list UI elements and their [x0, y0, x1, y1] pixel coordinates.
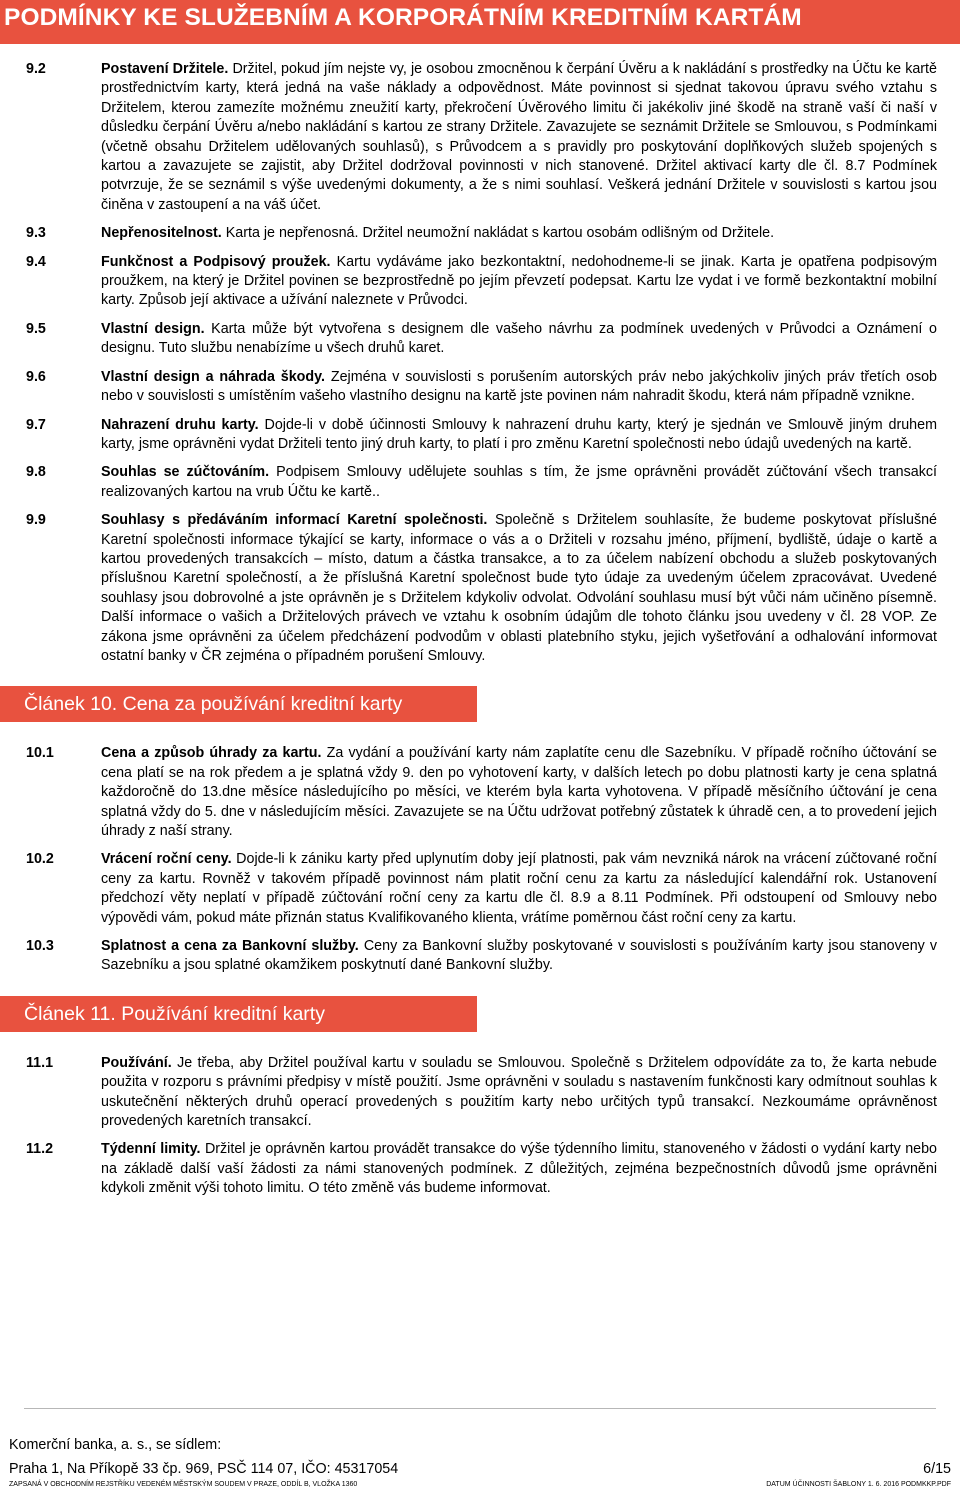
clause-number: 10.2	[26, 851, 54, 868]
clause-title: Nepřenositelnost.	[101, 225, 222, 242]
document-content	[0, 60, 960, 1208]
clause-text: Dojde-li v době účinnosti Smlouvy k nahrazení druhu karty, který je sjednán ve Smlouvě jiným druhem karty, jsme oprávněni vydat Držiteli tento jiný druh karty, to platí i pro změnu Karetní společnosti nebo údajů uvedených na kartě.	[101, 416, 937, 452]
clause-title: Souhlas se zúčtováním.	[101, 464, 270, 481]
clause-10-1	[0, 744, 960, 841]
clause-text: Je třeba, aby Držitel používal kartu v souladu se Smlouvou. Společně s Držitelem odpovídáte za to, že karta nebude použita v rozporu s právními předpisy v místě použití. Jsme oprávněni v souladu s nastavením funkčnosti kary odmítnout souhlas k uskutečnění některých druhů operací provedených s použitím karty nebo určitých typů transakcí. Nezkoumáme oprávněnost provedených karetních transakcí.	[101, 1054, 937, 1130]
clause-number: 9.9	[26, 512, 46, 529]
clause-11-2	[0, 1140, 960, 1198]
clause-body	[101, 463, 937, 502]
footer-registry: ZAPSANÁ V OBCHODNÍM REJSTŘÍKU VEDENÉM MĚSTSKÝM SOUDEM V PRAZE, ODDÍL B, VLOŽKA 1360	[9, 1481, 358, 1488]
clause-text: Zejména v souvislosti s porušením autorských práv nebo jakýchkoliv jiných práv třetích osob nebo v souvislosti s umístěním vašeho vlastního designu na kartě jste povinen nám nahradit škodu, která nám případně vznikne.	[101, 368, 937, 405]
clause-number: 9.2	[26, 61, 46, 77]
clause-9-6	[0, 368, 960, 407]
clause-title: Postavení Držitele.	[101, 61, 229, 77]
clause-text: Držitel, pokud jím nejste vy, je osobou zmocněnou k čerpání Úvěru a k nakládání s prostředky na Účtu ke kartě prostřednictvím karty, která jedná na vaše náklady a odpovědnost. Máte povinnost si sjednat takovou úpravu svého vztahu s Držitelem, kterou zamezíte možnému zneužití karty, překročení Úvěrového limitu či jakékoliv jiné škodě na straně vaší či naší v důsledku čerpání Úvěru a/nebo nakládání s kartou ze strany Držitele. Zavazujete se seznámit Držitele se Smlouvou, s Podmínkami (včetně obsahu Držitelem udělovaných souhlasů), s Průvodcem a s pravidly pro poskytování doplňkových služeb spojených s kartou a zavazujete se zajistit, aby Držitel dodržoval povinnosti v nich stanovené. Držitel aktivací karty dle čl. 8.7 Podmínek potvrzuje, že se seznámil s výše uvedenými dokumenty, a že s nimi souhlasí. Veškerá jednání Držitele v souvislosti s kartou jsou činěna v zastoupení a na váš účet.	[101, 61, 937, 213]
clause-9-5	[0, 320, 960, 359]
clause-9-8	[0, 463, 960, 502]
clause-body	[101, 850, 937, 928]
clause-text: Karta je nepřenosná. Držitel neumožní nakládat s kartou osobám odlišným od Držitele.	[225, 225, 775, 242]
clause-body	[101, 937, 937, 976]
clause-9-4	[0, 253, 960, 311]
footer-address: Praha 1, Na Příkopě 33 čp. 969, PSČ 114 07, IČO: 45317054	[9, 1461, 399, 1477]
clause-10-2	[0, 850, 960, 928]
clause-number: 11.2	[26, 1141, 54, 1158]
clause-number: 11.1	[26, 1054, 54, 1071]
clause-title: Vlastní design a náhrada škody.	[101, 368, 326, 385]
footer-company: Komerční banka, a. s., se sídlem:	[9, 1437, 222, 1453]
clause-body	[101, 224, 937, 243]
clause-title: Splatnost a cena za Bankovní služby.	[101, 938, 359, 955]
clause-10-3	[0, 937, 960, 976]
clause-number: 10.1	[26, 745, 54, 762]
clause-title: Nahrazení druhu karty.	[101, 416, 259, 433]
clause-text: Kartu vydáváme jako bezkontaktní, nedohodneme-li se jinak. Karta je opatřena podpisovým proužkem, na který je Držitel povinen se bezprostředně po jejím převzetí podepsat. Kartu lze vydat i ve formě bezkontaktní mobilní karty. Způsob její aktivace a užívání naleznete v Průvodci.	[101, 253, 937, 309]
page-header	[0, 0, 960, 44]
clause-9-3	[0, 224, 960, 243]
clause-9-2	[0, 60, 960, 215]
clause-text: Za vydání a používání karty nám zaplatíte cenu dle Sazebníku. V případě ročního účtování se cena platí se na rok předem a je splatná vždy 9. den po vyhotovení karty, v dalších letech po dobu platnosti karty je cena splatná každoročně do 13.dne měsíce následujícího po měsíci, ve kterém byla karta vyhotovena. V případě měsíčního účtování je cena splatná vždy do 5. dne v následujícím měsíci. Zavazujete se na Účtu udržovat potřebný zůstatek k úhradě cen, a to provedení jejich úhrady z naší strany.	[101, 745, 937, 839]
clause-body	[101, 253, 937, 311]
clause-number: 9.5	[26, 320, 46, 337]
clause-body	[101, 368, 937, 407]
clause-body	[101, 60, 937, 215]
clause-body	[101, 511, 937, 666]
clause-11-1	[0, 1054, 960, 1132]
clause-9-7	[0, 416, 960, 455]
clause-text: Držitel je oprávněn kartou provádět transakce do výše týdenního limitu, stanoveného v žádosti o vydání karty nebo na základě další vaší žádosti za námi stanovených podmínek. Z důležitých, zejména bezpečnostních důvodů jsme oprávněni kdykoli změnit výši tohoto limitu. O této změně vás budeme informovat.	[101, 1141, 938, 1197]
clause-number: 10.3	[26, 938, 54, 955]
clause-title: Souhlasy s předáváním informací Karetní společnosti.	[101, 512, 488, 529]
clause-body	[101, 1054, 937, 1132]
clause-text: Ceny za Bankovní služby poskytované v souvislosti s používáním karty jsou stanoveny v Sazebníku a jsou splatné okamžikem poskytnutí dané Bankovní služby.	[101, 938, 938, 974]
clause-text: Karta může být vytvořena s designem dle vašeho návrhu za podmínek uvedených v Průvodci a Oznámení o designu. Tuto službu nenabízíme u všech druhů karet.	[101, 320, 937, 357]
clause-9-9	[0, 511, 960, 666]
clause-text: Dojde-li k zániku karty před uplynutím doby její platnosti, pak vám nevzniká nárok na vrácení zúčtované roční ceny za kartu. Rovněž v takovém případě povinnost nám platit roční cenu za kartu za následující kalendářní rok. Ustanovení předchozí věty neplatí v případě zúčtování roční ceny za kartu dle čl. 8.9 a 8.11 Podmínek. Při odstoupení od Smlouvy nebo výpovědi vám, pokud máte přiznán status Kvalifikovaného klienta, vrátíme poměrnou část roční ceny za kartu.	[101, 851, 937, 926]
clause-title: Vlastní design.	[101, 320, 205, 337]
page-title: PODMÍNKY KE SLUŽEBNÍM A KORPORÁTNÍM KREDITNÍM KARTÁM	[4, 4, 802, 31]
article-heading-10: Článek 10. Cena za používání kreditní karty	[0, 686, 477, 722]
clause-text: Společně s Držitelem souhlasíte, že budeme poskytovat příslušné Karetní společnosti informace týkající se karty, informace o vás a o Držiteli v rozsahu jméno, příjmení, bydliště, údaje o kartě a kartou provedených transakcích – místo, datum a částka transakce, a to za účelem nabízení obchodu a služeb poskytovaných příslušnou Karetní společností, a že příslušná Karetní společnost bude tyto údaje za uvedeným účelem zpracovávat. Uvedené souhlasy jsou dobrovolné a jste oprávněn je s Držitelem kdykoliv odvolat. Odvolání souhlasu musí být vůči nám učiněno písemně. Další informace o vašich a Držitelových právech ve vztahu k osobním údajům dle tohoto článku jsou uvedeny v čl. 28 VOP. Ze zákona jsme oprávněni za účelem předcházení podvodům v oblasti platebního styku, jejich vyšetřování a odhalování informovat ostatní banky v ČR zejména o případném porušení Smlouvy.	[101, 512, 937, 664]
clause-number: 9.7	[26, 416, 46, 433]
clause-title: Funkčnost a Podpisový proužek.	[101, 253, 331, 270]
clause-body	[101, 320, 937, 359]
article-heading-11: Článek 11. Používání kreditní karty	[0, 996, 477, 1032]
footer-validity: DATUM ÚČINNOSTI ŠABLONY 1. 6. 2016 PODMKKP.PDF	[766, 1481, 951, 1488]
clause-title: Vrácení roční ceny.	[101, 851, 232, 868]
clause-body	[101, 416, 937, 455]
clause-number: 9.4	[26, 253, 46, 270]
clause-title: Týdenní limity.	[101, 1141, 201, 1158]
clause-body	[101, 744, 937, 841]
clause-title: Používání.	[101, 1054, 172, 1071]
clause-number: 9.8	[26, 464, 46, 481]
clause-number: 9.6	[26, 368, 46, 385]
footer-divider	[24, 1408, 936, 1409]
clause-title: Cena a způsob úhrady za kartu.	[101, 745, 322, 762]
clause-body	[101, 1140, 937, 1198]
page-number: 6/15	[923, 1461, 951, 1477]
clause-number: 9.3	[26, 225, 46, 242]
clause-text: Podpisem Smlouvy udělujete souhlas s tím, že jsme oprávněni provádět zúčtování všech transakcí realizovaných kartou na vrub Účtu ke kartě..	[101, 464, 937, 500]
